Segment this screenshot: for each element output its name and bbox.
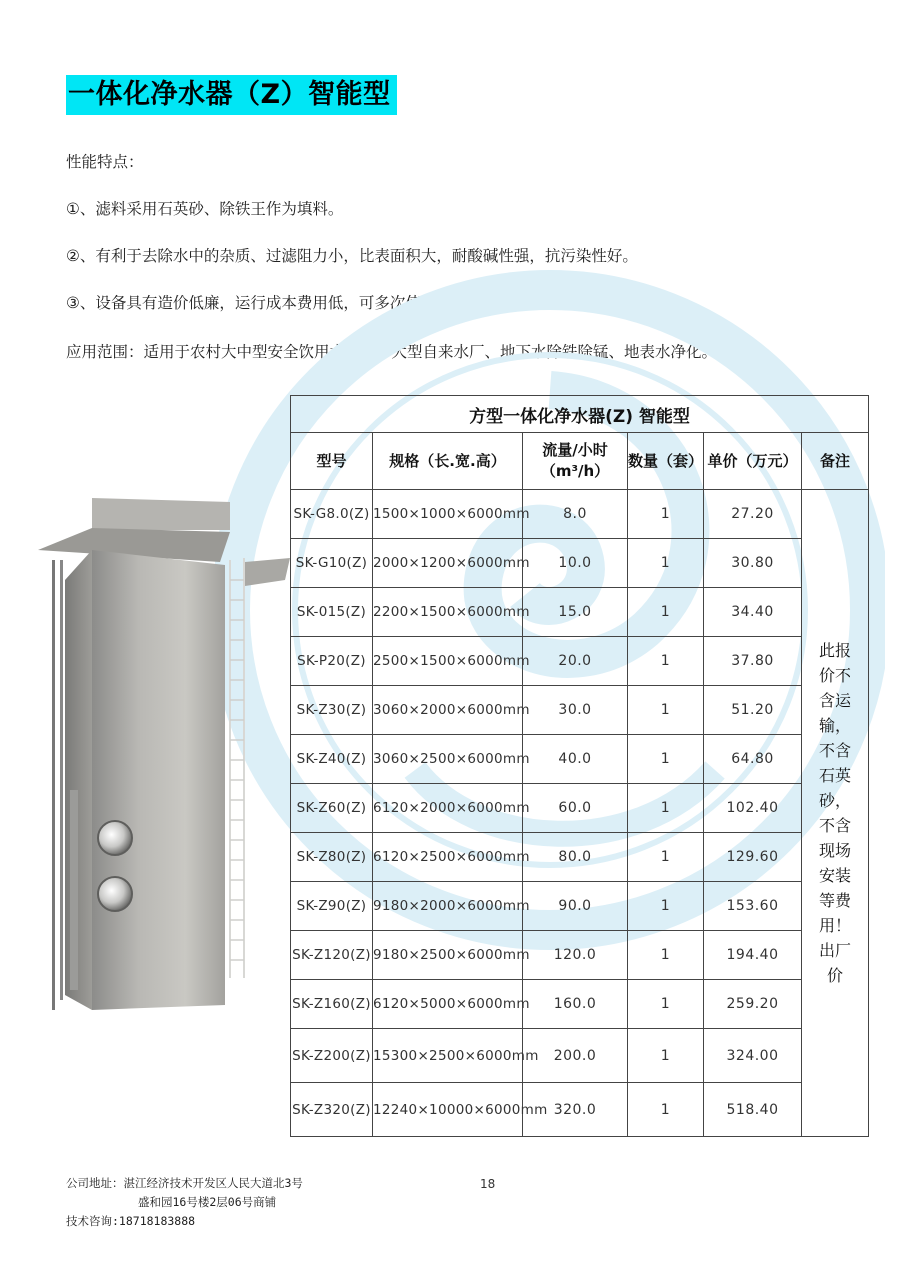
table-row xyxy=(291,686,869,735)
table-row xyxy=(291,833,869,882)
footer-address-line1: 公司地址：湛江经济技术开发区人民大道北3号 xyxy=(66,1176,303,1190)
footer-address-line2: 盛和园16号楼2层06号商铺 xyxy=(138,1195,277,1209)
cell-qty: 1 xyxy=(628,539,704,588)
cell-spec: 1500×1000×6000mm xyxy=(373,490,523,539)
cell-qty: 1 xyxy=(628,686,704,735)
cell-price: 324.00 xyxy=(704,1029,802,1083)
cell-flow: 200.0 xyxy=(523,1029,628,1083)
cell-price: 518.40 xyxy=(704,1083,802,1137)
header-qty: 数量（套） xyxy=(628,433,704,490)
cell-model: SK-P20(Z) xyxy=(291,637,373,686)
cell-spec: 3060×2500×6000mm xyxy=(373,735,523,784)
cell-price: 27.20 xyxy=(704,490,802,539)
table-row xyxy=(291,1083,869,1137)
cell-spec: 6120×5000×6000mm xyxy=(373,980,523,1029)
header-flow: 流量/小时（m³/h） xyxy=(523,433,628,490)
cell-model: SK-Z200(Z) xyxy=(291,1029,373,1083)
feature-item-2: ②、有利于去除水中的杂质、过滤阻力小，比表面积大，耐酸碱性强，抗污染性好。 xyxy=(66,247,638,265)
cell-qty: 1 xyxy=(628,735,704,784)
cell-model: SK-Z80(Z) xyxy=(291,833,373,882)
cell-model: SK-Z60(Z) xyxy=(291,784,373,833)
cell-price: 64.80 xyxy=(704,735,802,784)
cell-price: 34.40 xyxy=(704,588,802,637)
footer-phone: 技术咨询:18718183888 xyxy=(66,1214,196,1228)
cell-spec: 6120×2500×6000mm xyxy=(373,833,523,882)
cell-qty: 1 xyxy=(628,882,704,931)
cell-qty: 1 xyxy=(628,637,704,686)
cell-model: SK-Z120(Z) xyxy=(291,931,373,980)
header-model: 型号 xyxy=(291,433,373,490)
header-remark: 备注 xyxy=(802,433,869,490)
cell-price: 259.20 xyxy=(704,980,802,1029)
cell-spec: 3060×2000×6000mm xyxy=(373,686,523,735)
table-row xyxy=(291,490,869,539)
table-row xyxy=(291,539,869,588)
cell-spec: 2500×1500×6000mm xyxy=(373,637,523,686)
equipment-photo xyxy=(30,490,290,1020)
cell-flow: 10.0 xyxy=(523,539,628,588)
cell-qty: 1 xyxy=(628,980,704,1029)
table-row xyxy=(291,588,869,637)
cell-flow: 30.0 xyxy=(523,686,628,735)
cell-model: SK-Z90(Z) xyxy=(291,882,373,931)
cell-model: SK-G10(Z) xyxy=(291,539,373,588)
features-heading: 性能特点： xyxy=(66,153,144,171)
cell-price: 37.80 xyxy=(704,637,802,686)
cell-flow: 80.0 xyxy=(523,833,628,882)
table-row xyxy=(291,637,869,686)
cell-price: 129.60 xyxy=(704,833,802,882)
cell-flow: 60.0 xyxy=(523,784,628,833)
cell-spec: 12240×10000×6000mm xyxy=(373,1083,523,1137)
cell-flow: 40.0 xyxy=(523,735,628,784)
remark-cell: 此报价不含运输，不含石英砂，不含现场安装等费用！出厂价 xyxy=(802,490,869,1137)
cell-price: 102.40 xyxy=(704,784,802,833)
cell-qty: 1 xyxy=(628,833,704,882)
table-row xyxy=(291,931,869,980)
cell-spec: 2000×1200×6000mm xyxy=(373,539,523,588)
cell-flow: 160.0 xyxy=(523,980,628,1029)
cell-qty: 1 xyxy=(628,931,704,980)
cell-spec: 15300×2500×6000mm xyxy=(373,1029,523,1083)
table-row xyxy=(291,1029,869,1083)
cell-model: SK-Z40(Z) xyxy=(291,735,373,784)
cell-model: SK-Z320(Z) xyxy=(291,1083,373,1137)
cell-model: SK-Z160(Z) xyxy=(291,980,373,1029)
cell-qty: 1 xyxy=(628,784,704,833)
table-row xyxy=(291,735,869,784)
cell-flow: 8.0 xyxy=(523,490,628,539)
cell-price: 30.80 xyxy=(704,539,802,588)
cell-flow: 90.0 xyxy=(523,882,628,931)
page-title: 一体化净水器（Z）智能型 xyxy=(66,75,397,115)
application-scope: 应用范围：适用于农村大中型安全饮用水工程、大型自来水厂、地下水除铁除锰、地表水净化。 xyxy=(66,343,718,361)
table-caption: 方型一体化净水器(Z) 智能型 xyxy=(291,396,869,433)
cell-price: 153.60 xyxy=(704,882,802,931)
cell-spec: 6120×2000×6000mm xyxy=(373,784,523,833)
cell-price: 194.40 xyxy=(704,931,802,980)
cell-spec: 2200×1500×6000mm xyxy=(373,588,523,637)
header-spec: 规格（长.宽.高） xyxy=(373,433,523,490)
table-row xyxy=(291,882,869,931)
cell-qty: 1 xyxy=(628,1029,704,1083)
header-price: 单价（万元） xyxy=(704,433,802,490)
cell-model: SK-015(Z) xyxy=(291,588,373,637)
cell-flow: 20.0 xyxy=(523,637,628,686)
table-row xyxy=(291,980,869,1029)
cell-qty: 1 xyxy=(628,1083,704,1137)
cell-flow: 15.0 xyxy=(523,588,628,637)
cell-model: SK-G8.0(Z) xyxy=(291,490,373,539)
cell-flow: 120.0 xyxy=(523,931,628,980)
cell-model: SK-Z30(Z) xyxy=(291,686,373,735)
feature-item-1: ①、滤料采用石英砂、除铁王作为填料。 xyxy=(66,200,344,218)
spec-table xyxy=(290,395,869,1137)
cell-price: 51.20 xyxy=(704,686,802,735)
cell-qty: 1 xyxy=(628,490,704,539)
page-number: 18 xyxy=(480,1177,496,1191)
cell-flow: 320.0 xyxy=(523,1083,628,1137)
cell-spec: 9180×2000×6000mm xyxy=(373,882,523,931)
cell-qty: 1 xyxy=(628,588,704,637)
feature-item-3: ③、设备具有造价低廉，运行成本费用低，可多次使用，滤料使用寿长。 xyxy=(66,294,561,312)
cell-spec: 9180×2500×6000mm xyxy=(373,931,523,980)
table-row xyxy=(291,784,869,833)
